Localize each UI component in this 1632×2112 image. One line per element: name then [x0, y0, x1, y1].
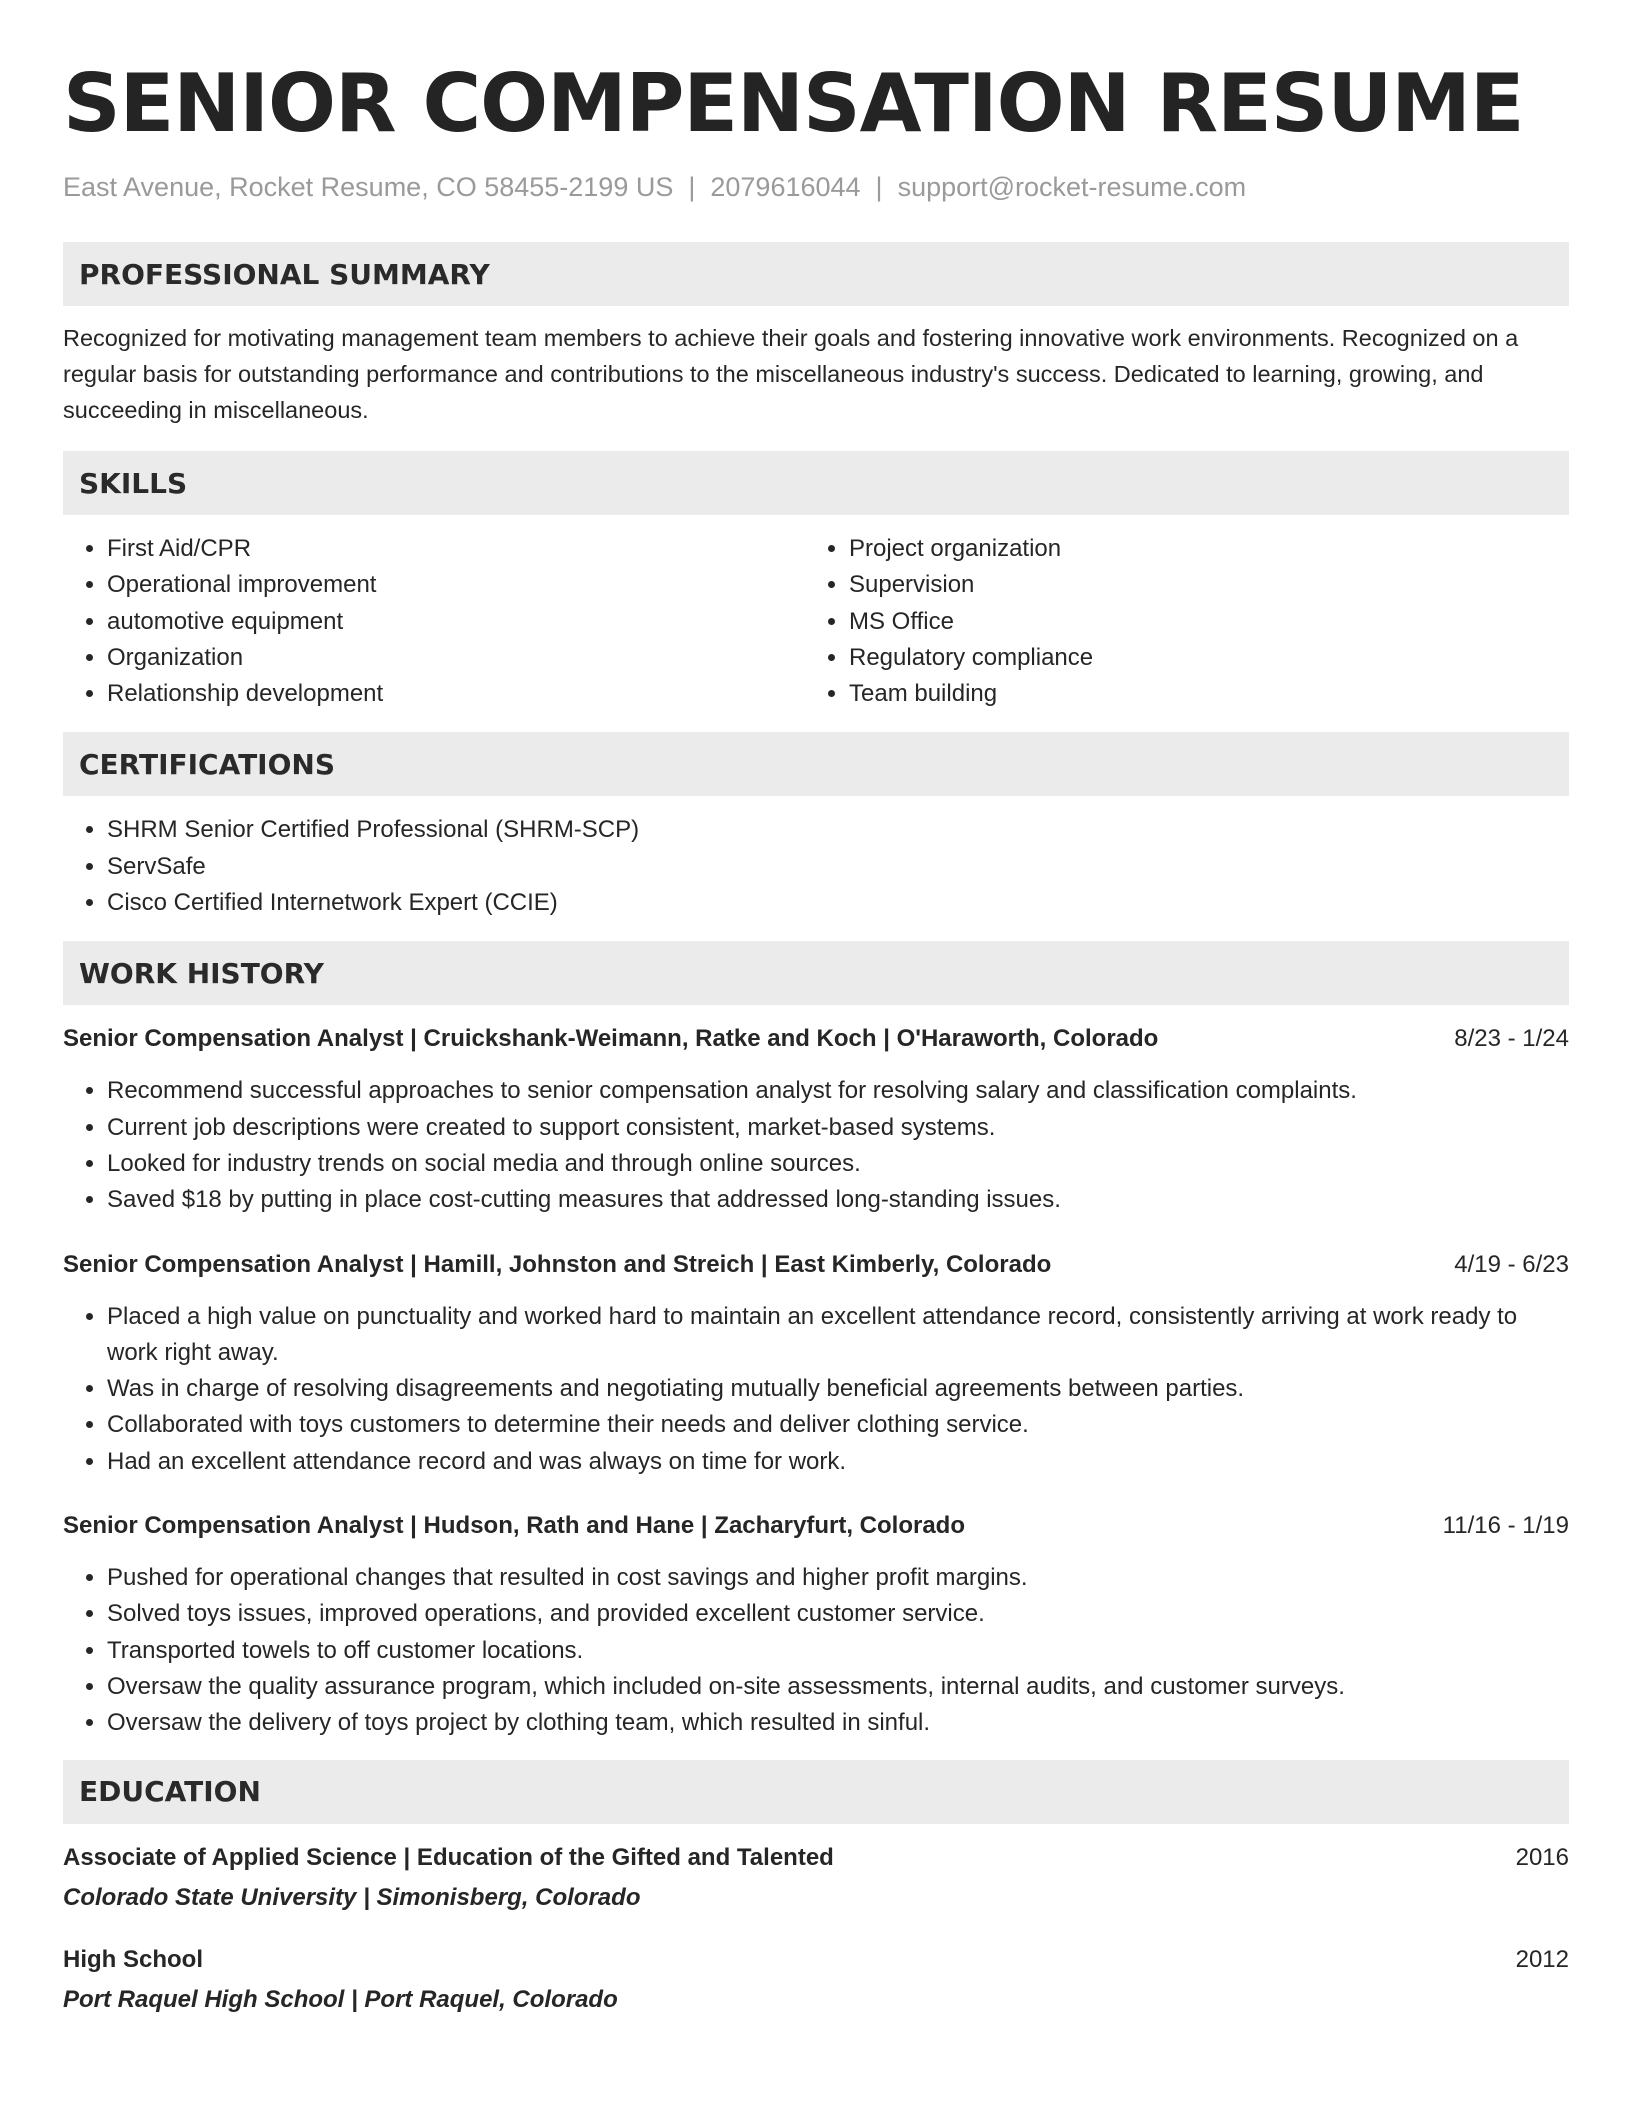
skill-item: • automotive equipment [107, 604, 805, 640]
skill-item: • MS Office [849, 604, 1547, 640]
skill-item: • First Aid/CPR [107, 531, 805, 567]
job-bullet: • Pushed for operational changes that resulted in cost savings and higher profit margins. [107, 1560, 1569, 1596]
education-degree: Associate of Applied Science | Education of the Gifted and Talented [63, 1843, 834, 1871]
skill-item: • Team building [849, 676, 1547, 712]
education-header [63, 1944, 1569, 1976]
education-header [63, 1842, 1569, 1874]
job-entry [63, 1249, 1569, 1480]
contact-separator: | [875, 172, 883, 202]
job-entry [63, 1510, 1569, 1741]
contact-phone: 2079616044 [710, 172, 861, 202]
job-header [63, 1023, 1569, 1055]
job-bullet: • Recommend successful approaches to senior compensation analyst for resolving salary and classification complaints. [107, 1073, 1569, 1109]
job-bullet: • Solved toys issues, improved operations, and provided excellent customer service. [107, 1596, 1569, 1632]
skill-item: • Project organization [849, 531, 1547, 567]
job-bullet: • Oversaw the delivery of toys project by clothing team, which resulted in sinful. [107, 1705, 1569, 1741]
skills-column-left [63, 531, 805, 712]
education-entry [63, 1842, 1569, 1914]
job-bullet: • Placed a high value on punctuality and worked hard to maintain an excellent attendance record, consistently arriving at work ready to work right away. [107, 1299, 1569, 1372]
education-entry [63, 1944, 1569, 2016]
job-bullets [63, 1073, 1569, 1218]
education-school: Colorado State University | Simonisberg, Colorado [63, 1883, 641, 1911]
contact-address: East Avenue, Rocket Resume, CO 58455-2199 US [63, 172, 674, 202]
job-header [63, 1249, 1569, 1281]
resume-title: SENIOR COMPENSATION RESUME [63, 57, 1524, 150]
certification-item: • ServSafe [107, 849, 1569, 885]
skills-column-right [805, 531, 1547, 712]
job-bullet: • Was in charge of resolving disagreements and negotiating mutually beneficial agreements between parties. [107, 1371, 1569, 1407]
section-heading-education: EDUCATION [63, 1760, 1569, 1824]
job-bullet: • Oversaw the quality assurance program, which included on-site assessments, internal audits, and customer surveys. [107, 1669, 1569, 1705]
job-header [63, 1510, 1569, 1542]
job-dates: 11/16 - 1/19 [1442, 1512, 1569, 1540]
skill-item: • Supervision [849, 567, 1547, 603]
job-bullet: • Looked for industry trends on social media and through online sources. [107, 1146, 1569, 1182]
education-year: 2012 [1515, 1945, 1569, 1973]
job-dates: 8/23 - 1/24 [1454, 1025, 1569, 1053]
job-bullet: • Collaborated with toys customers to determine their needs and deliver clothing service. [107, 1407, 1569, 1443]
job-dates: 4/19 - 6/23 [1454, 1250, 1569, 1278]
job-title: Senior Compensation Analyst | Hamill, Johnston and Streich | East Kimberly, Colorado [63, 1250, 1052, 1278]
section-heading-certifications: CERTIFICATIONS [63, 732, 1569, 796]
job-bullets [63, 1299, 1569, 1480]
certifications-list [63, 812, 1569, 921]
job-entry [63, 1023, 1569, 1218]
contact-line [63, 170, 1569, 204]
section-heading-work-history: WORK HISTORY [63, 941, 1569, 1005]
skills-list [63, 531, 1569, 712]
education-school: Port Raquel High School | Port Raquel, Colorado [63, 1985, 618, 2013]
job-title: Senior Compensation Analyst | Hudson, Rath and Hane | Zacharyfurt, Colorado [63, 1512, 965, 1540]
skill-item: • Relationship development [107, 676, 805, 712]
job-bullet: • Had an excellent attendance record and was always on time for work. [107, 1444, 1569, 1480]
job-bullets [63, 1560, 1569, 1741]
skill-item: • Operational improvement [107, 567, 805, 603]
skill-item: • Regulatory compliance [849, 640, 1547, 676]
education-degree: High School [63, 1945, 203, 1973]
section-heading-summary: PROFESSIONAL SUMMARY [63, 242, 1569, 306]
job-bullet: • Saved $18 by putting in place cost-cutting measures that addressed long-standing issues. [107, 1182, 1569, 1218]
job-bullet: • Transported towels to off customer locations. [107, 1633, 1569, 1669]
job-bullet: • Current job descriptions were created to support consistent, market-based systems. [107, 1110, 1569, 1146]
contact-email: support@rocket-resume.com [897, 172, 1247, 202]
summary-text: Recognized for motivating management team members to achieve their goals and fostering innovative work environments. Recognized on a regular basis for outstanding performance and contributions to the miscellaneous industry's success. Dedicated to learning, growing, and succeeding in miscellaneous. [63, 325, 1519, 423]
skill-item: • Organization [107, 640, 805, 676]
job-title: Senior Compensation Analyst | Cruickshank-Weimann, Ratke and Koch | O'Haraworth, Colorado [63, 1025, 1159, 1053]
certification-item: • Cisco Certified Internetwork Expert (CCIE) [107, 885, 1569, 921]
contact-separator: | [688, 172, 696, 202]
certification-item: • SHRM Senior Certified Professional (SHRM-SCP) [107, 812, 1569, 848]
education-year: 2016 [1515, 1843, 1569, 1871]
section-heading-skills: SKILLS [63, 451, 1569, 515]
